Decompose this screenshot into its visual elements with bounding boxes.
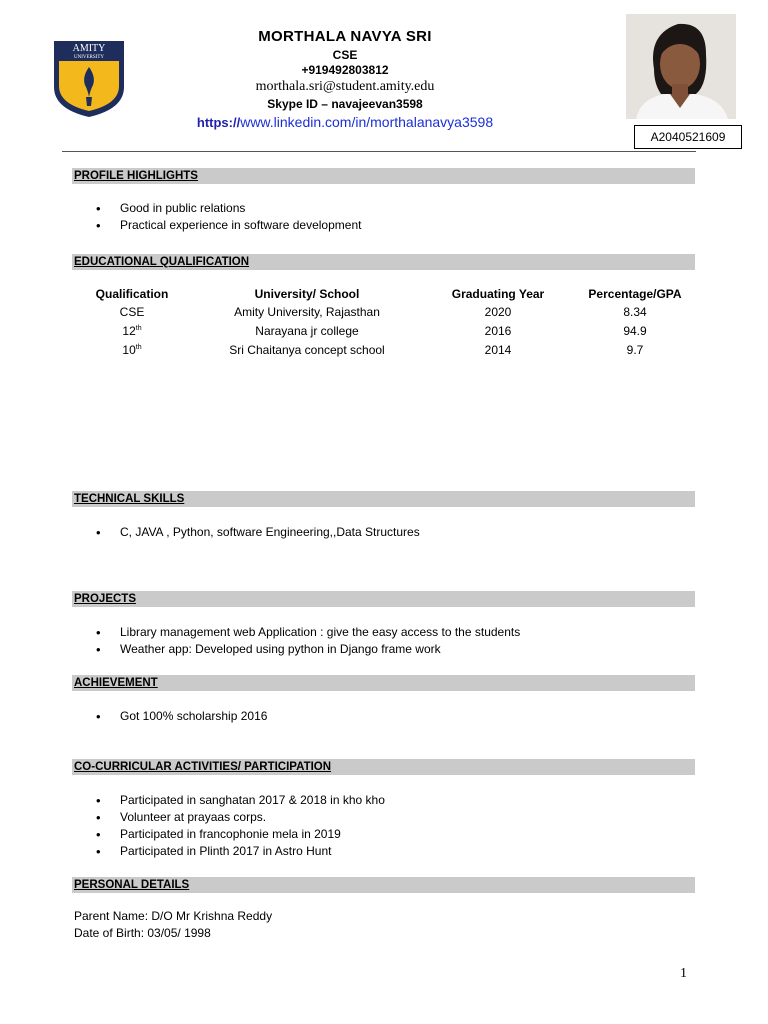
section-title: CO-CURRICULAR ACTIVITIES/ PARTICIPATION (74, 761, 332, 773)
section-personal-details (72, 877, 695, 893)
table-cell-qualification: 10th (122, 343, 142, 357)
list-item: • Good in public relations (96, 200, 361, 217)
section-title: ACHIEVEMENT (74, 677, 158, 689)
co-curricular-list (96, 792, 385, 860)
section-title: PERSONAL DETAILS (74, 879, 190, 891)
table-cell-score: 9.7 (626, 343, 644, 357)
table-cell-year: 2016 (484, 324, 512, 338)
parent-name: Parent Name: D/O Mr Krishna Reddy (74, 909, 273, 923)
linkedin-link[interactable] (170, 114, 520, 130)
section-title: EDUCATIONAL QUALIFICATION (74, 256, 250, 268)
linkedin-protocol: https:// (196, 115, 241, 130)
list-item: • Participated in sanghatan 2017 & 2018 in kho kho (96, 792, 385, 809)
table-cell-qualification: CSE (119, 305, 145, 319)
table-cell-qualification: 12th (122, 324, 142, 338)
logo-text-university: UNIVERSITY (74, 55, 104, 60)
technical-list (96, 524, 420, 541)
section-technical-skills (72, 491, 695, 507)
profile-photo (626, 14, 736, 119)
table-cell-school: Sri Chaitanya concept school (229, 343, 385, 357)
header-divider (62, 151, 696, 152)
section-profile-highlights (72, 168, 695, 184)
profile-list (96, 200, 361, 234)
section-title: PROFILE HIGHLIGHTS (74, 170, 198, 182)
candidate-name: MORTHALA NAVYA SRI (258, 28, 432, 45)
table-cell-year: 2014 (484, 343, 512, 357)
section-achievement (72, 675, 695, 691)
amity-university-logo (52, 39, 126, 119)
table-cell-score: 8.34 (623, 305, 647, 319)
table-cell-year: 2020 (484, 305, 512, 319)
list-item: • Library management web Application : give the easy access to the students (96, 624, 520, 641)
table-cell-score: 94.9 (623, 324, 647, 338)
list-item: • Got 100% scholarship 2016 (96, 708, 267, 725)
table-cell-school: Narayana jr college (255, 324, 359, 338)
achievement-list (96, 708, 267, 725)
table-header: Qualification (95, 287, 169, 301)
linkedin-url[interactable]: www.linkedin.com/in/morthalanavya3598 (240, 114, 494, 130)
list-item: • C, JAVA , Python, software Engineering,,Data Structures (96, 524, 420, 541)
table-cell-school: Amity University, Rajasthan (234, 305, 380, 319)
table-header: University/ School (254, 287, 360, 301)
list-item: • Participated in Plinth 2017 in Astro Hunt (96, 843, 385, 860)
section-title: PROJECTS (74, 593, 136, 605)
date-of-birth: Date of Birth: 03/05/ 1998 (74, 926, 211, 940)
list-item: • Practical experience in software development (96, 217, 361, 234)
projects-list (96, 624, 520, 658)
list-item: • Volunteer at prayaas corps. (96, 809, 385, 826)
phone-number: +919492803812 (301, 63, 389, 77)
table-header: Graduating Year (451, 287, 545, 301)
logo-text-amity: AMITY (72, 43, 106, 54)
section-co-curricular (72, 759, 695, 775)
section-title: TECHNICAL SKILLS (74, 493, 185, 505)
email-address[interactable]: morthala.sri@student.amity.edu (255, 79, 435, 94)
list-item: • Weather app: Developed using python in Django frame work (96, 641, 520, 658)
list-item: • Participated in francophonie mela in 2019 (96, 826, 385, 843)
table-header: Percentage/GPA (588, 287, 682, 301)
section-projects (72, 591, 695, 607)
department: CSE (332, 48, 358, 62)
section-educational-qualification (72, 254, 695, 270)
skype-id: Skype ID – navajeevan3598 (267, 97, 423, 111)
enrollment-id-box: A2040521609 (634, 125, 742, 149)
page-number: 1 (680, 966, 687, 981)
